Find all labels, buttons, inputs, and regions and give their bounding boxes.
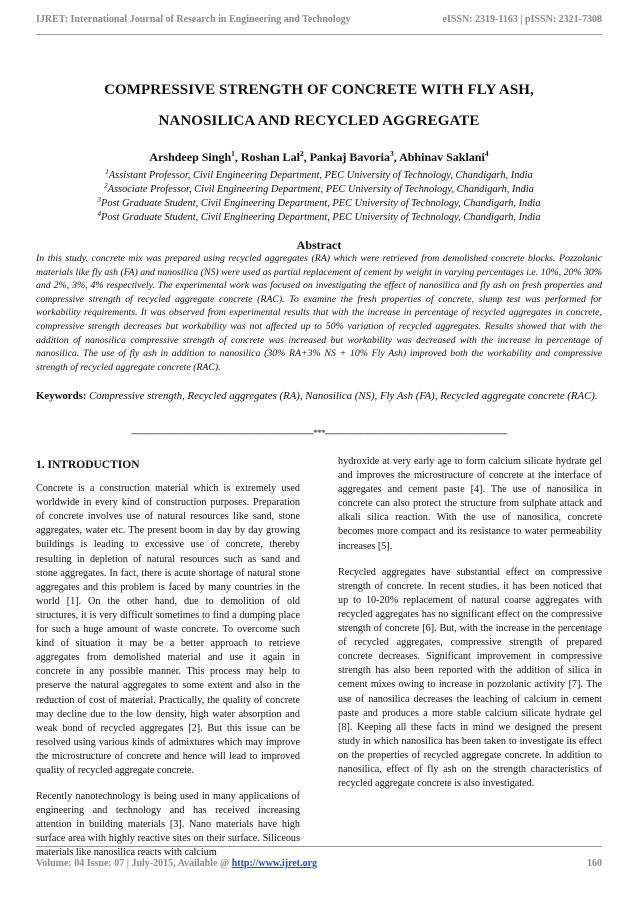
paper-title-line-1: COMPRESSIVE STRENGTH OF CONCRETE WITH FLY ASH, — [104, 82, 534, 98]
author-separator: , — [234, 150, 241, 164]
author-name: Roshan Lal — [240, 150, 300, 164]
footer-volume-text: Volume: 04 Issue: 07 | July-2015, Available @ — [36, 858, 232, 869]
author-separator: , — [393, 150, 400, 164]
author-sup: 2 — [299, 149, 304, 158]
paragraph: hydroxide at very early age to form calcium silicate hydrate gel and improves the microstructure of concrete at the interface of aggregates and cement paste [4]. The use of nanosilica in concrete can also protect the structure from sulphate attack and alkali silica reaction. With the use of nanosilica, concrete becomes more compact and its resistance to water permeability increases [5]. — [338, 456, 602, 552]
keywords — [36, 387, 602, 406]
left-column — [36, 458, 300, 873]
affiliation-1 — [36, 169, 602, 182]
affiliation-4 — [36, 211, 602, 224]
journal-name: IJRET: International Journal of Research in Engineering and Technology — [36, 14, 351, 25]
keywords-text: Compressive strength, Recycled aggregates (RA), Nanosilica (NS), Fly Ash (FA), Recycled aggregate concrete (RAC). — [86, 390, 598, 402]
page-footer — [36, 858, 602, 874]
issn-label: eISSN: 2319-1163 | pISSN: 2321-7308 — [442, 14, 602, 25]
author-list — [36, 150, 602, 165]
section-heading: 1. INTRODUCTION — [36, 459, 140, 471]
affiliation-text: Assistant Professor, Civil Engineering Department, PEC University of Technology, Chandigarh, India — [108, 170, 533, 181]
affiliation-3 — [36, 197, 602, 210]
affiliation-2 — [36, 183, 602, 196]
author-sup: 1 — [231, 149, 235, 158]
affiliation-sup: 3 — [97, 196, 101, 204]
affiliation-text: Post Graduate Student, Civil Engineering Department, PEC University of Technology, Chandigarh, India — [100, 198, 541, 209]
section-separator: ----------------------------------------------------------------------------***---------------------------------------------------------------------------- — [130, 428, 508, 438]
author-name: Abhinav Saklani — [399, 150, 485, 164]
header-rule — [36, 34, 602, 35]
author-name: Pankaj Bavoria — [309, 150, 390, 164]
affiliation-text: Post Graduate Student, Civil Engineering Department, PEC University of Technology, Chandigarh, India — [100, 212, 541, 223]
author-sup: 3 — [390, 149, 394, 158]
author-sup: 4 — [484, 149, 489, 158]
paragraph: Recently nanotechnology is being used in many applications of engineering and technology and has received increasing attention in building materials [3]. Nano materials have high surface area with highly reactive sites on their surface. Siliceous materials like nanosilica reacts with calcium — [36, 791, 300, 859]
journal-link[interactable]: http://www.ijret.org — [231, 858, 318, 869]
paper-title-line-2: NANOSILICA AND RECYCLED AGGREGATE — [158, 113, 480, 129]
abstract-heading: Abstract — [296, 238, 342, 252]
affiliation-text: Associate Professor, Civil Engineering Department, PEC University of Technology, Chandigarh, India — [107, 184, 534, 195]
page-number: 160 — [587, 858, 602, 869]
paragraph: Recycled aggregates have substantial effect on compressive strength of concrete. In recent studies, it has been noticed that up to 10-20% replacement of natural coarse aggregates with recycled aggregates has no significant effect on the compressive strength of concrete [6]. But, with the increase in the percentage of recycled aggregates, compressive strength of prepared concrete decreases. Significant improvement in compressive strength has also been reported with the addition of silica in cement mixes owing to increase in pozzolanic activity [7]. The use of nanosilica decreases the leaching of calcium in cement paste and produces a more stable calcium silicate hydrate gel [8]. Keeping all these facts in mind we designed the present study in which nanosilica has been taken to investigate its effect on the properties of recycled aggregate concrete. In addition to nanosilica, effect of fly ash on the strength characteristics of recycled aggregate concrete is also investigated. — [338, 566, 602, 790]
affiliation-sup: 1 — [105, 168, 109, 176]
footer-volume — [36, 858, 317, 869]
footer-rule — [36, 846, 602, 847]
author-separator: , — [303, 150, 310, 164]
right-column — [338, 455, 602, 803]
page-header — [36, 14, 602, 32]
paragraph: Concrete is a construction material which is extremely used worldwide in every kind of construction purposes. Preparation of concrete involves use of natural resources like sand, stone aggregates, water etc. The present boom in day by day growing buildings is leading to excessive use of concrete, thereby resulting in depletion of natural resources such as sand and stone aggregates. In fact, there is acute shortage of natural stone aggregates and this problem is faced by many countries in the world [1]. On the other hand, due to demolition of old structures, it is very difficult sometimes to find a dumping place for such a huge amount of waste concrete. To overcome such kind of situation it may be a better approach to retrieve aggregates from demolished material and use it again in concrete in any possible manner. This process may help to preserve the natural aggregates to some extent and also in the reduction of cost of material. Practically, the quality of concrete may decline due to the low density, high water absorption and weak bond of recycled aggregates [2]. But this issue can be resolved using various kinds of admixtures which may improve the microstructure of concrete and hence will lead to improved quality of recycled aggregate concrete. — [36, 483, 300, 776]
affiliation-sup: 4 — [97, 210, 101, 218]
keywords-label: Keywords: — [36, 390, 87, 402]
author-name: Arshdeep Singh — [149, 150, 232, 164]
abstract-text: In this study, concrete mix was prepared using recycled aggregates (RA) which were retrieved from demolished concrete blocks. Pozzolanic materials like fly ash (FA) and nanosilica (NS) were used as partial replacement of cement by weight in varying percentages i.e. 10%, 20% 30% and 2%, 3%, 4% respectively. The experimental work was focused on investigating the effect of nanosilica and fly ash on fresh properties and compressive strength of recycled aggregate concrete (RAC). To examine the fresh properties of concrete, slump test was performed for workability requirements. It was observed from experimental results that with the increase in percentage of recycled aggregates in concrete, compressive strength decreases but workability was not affected up to 50% variation of recycled aggregates. Results showed that with the addition of nanosilica compressive strength of concrete was increased but workability was decreased with the increase in percentage of nanosilica. The use of fly ash in addition to nanosilica (30% RA+3% NS + 10% Fly Ash) improved both the workability and compressive strength of recycled aggregate concrete (RAC). — [36, 253, 602, 373]
affiliation-sup: 2 — [104, 182, 108, 190]
